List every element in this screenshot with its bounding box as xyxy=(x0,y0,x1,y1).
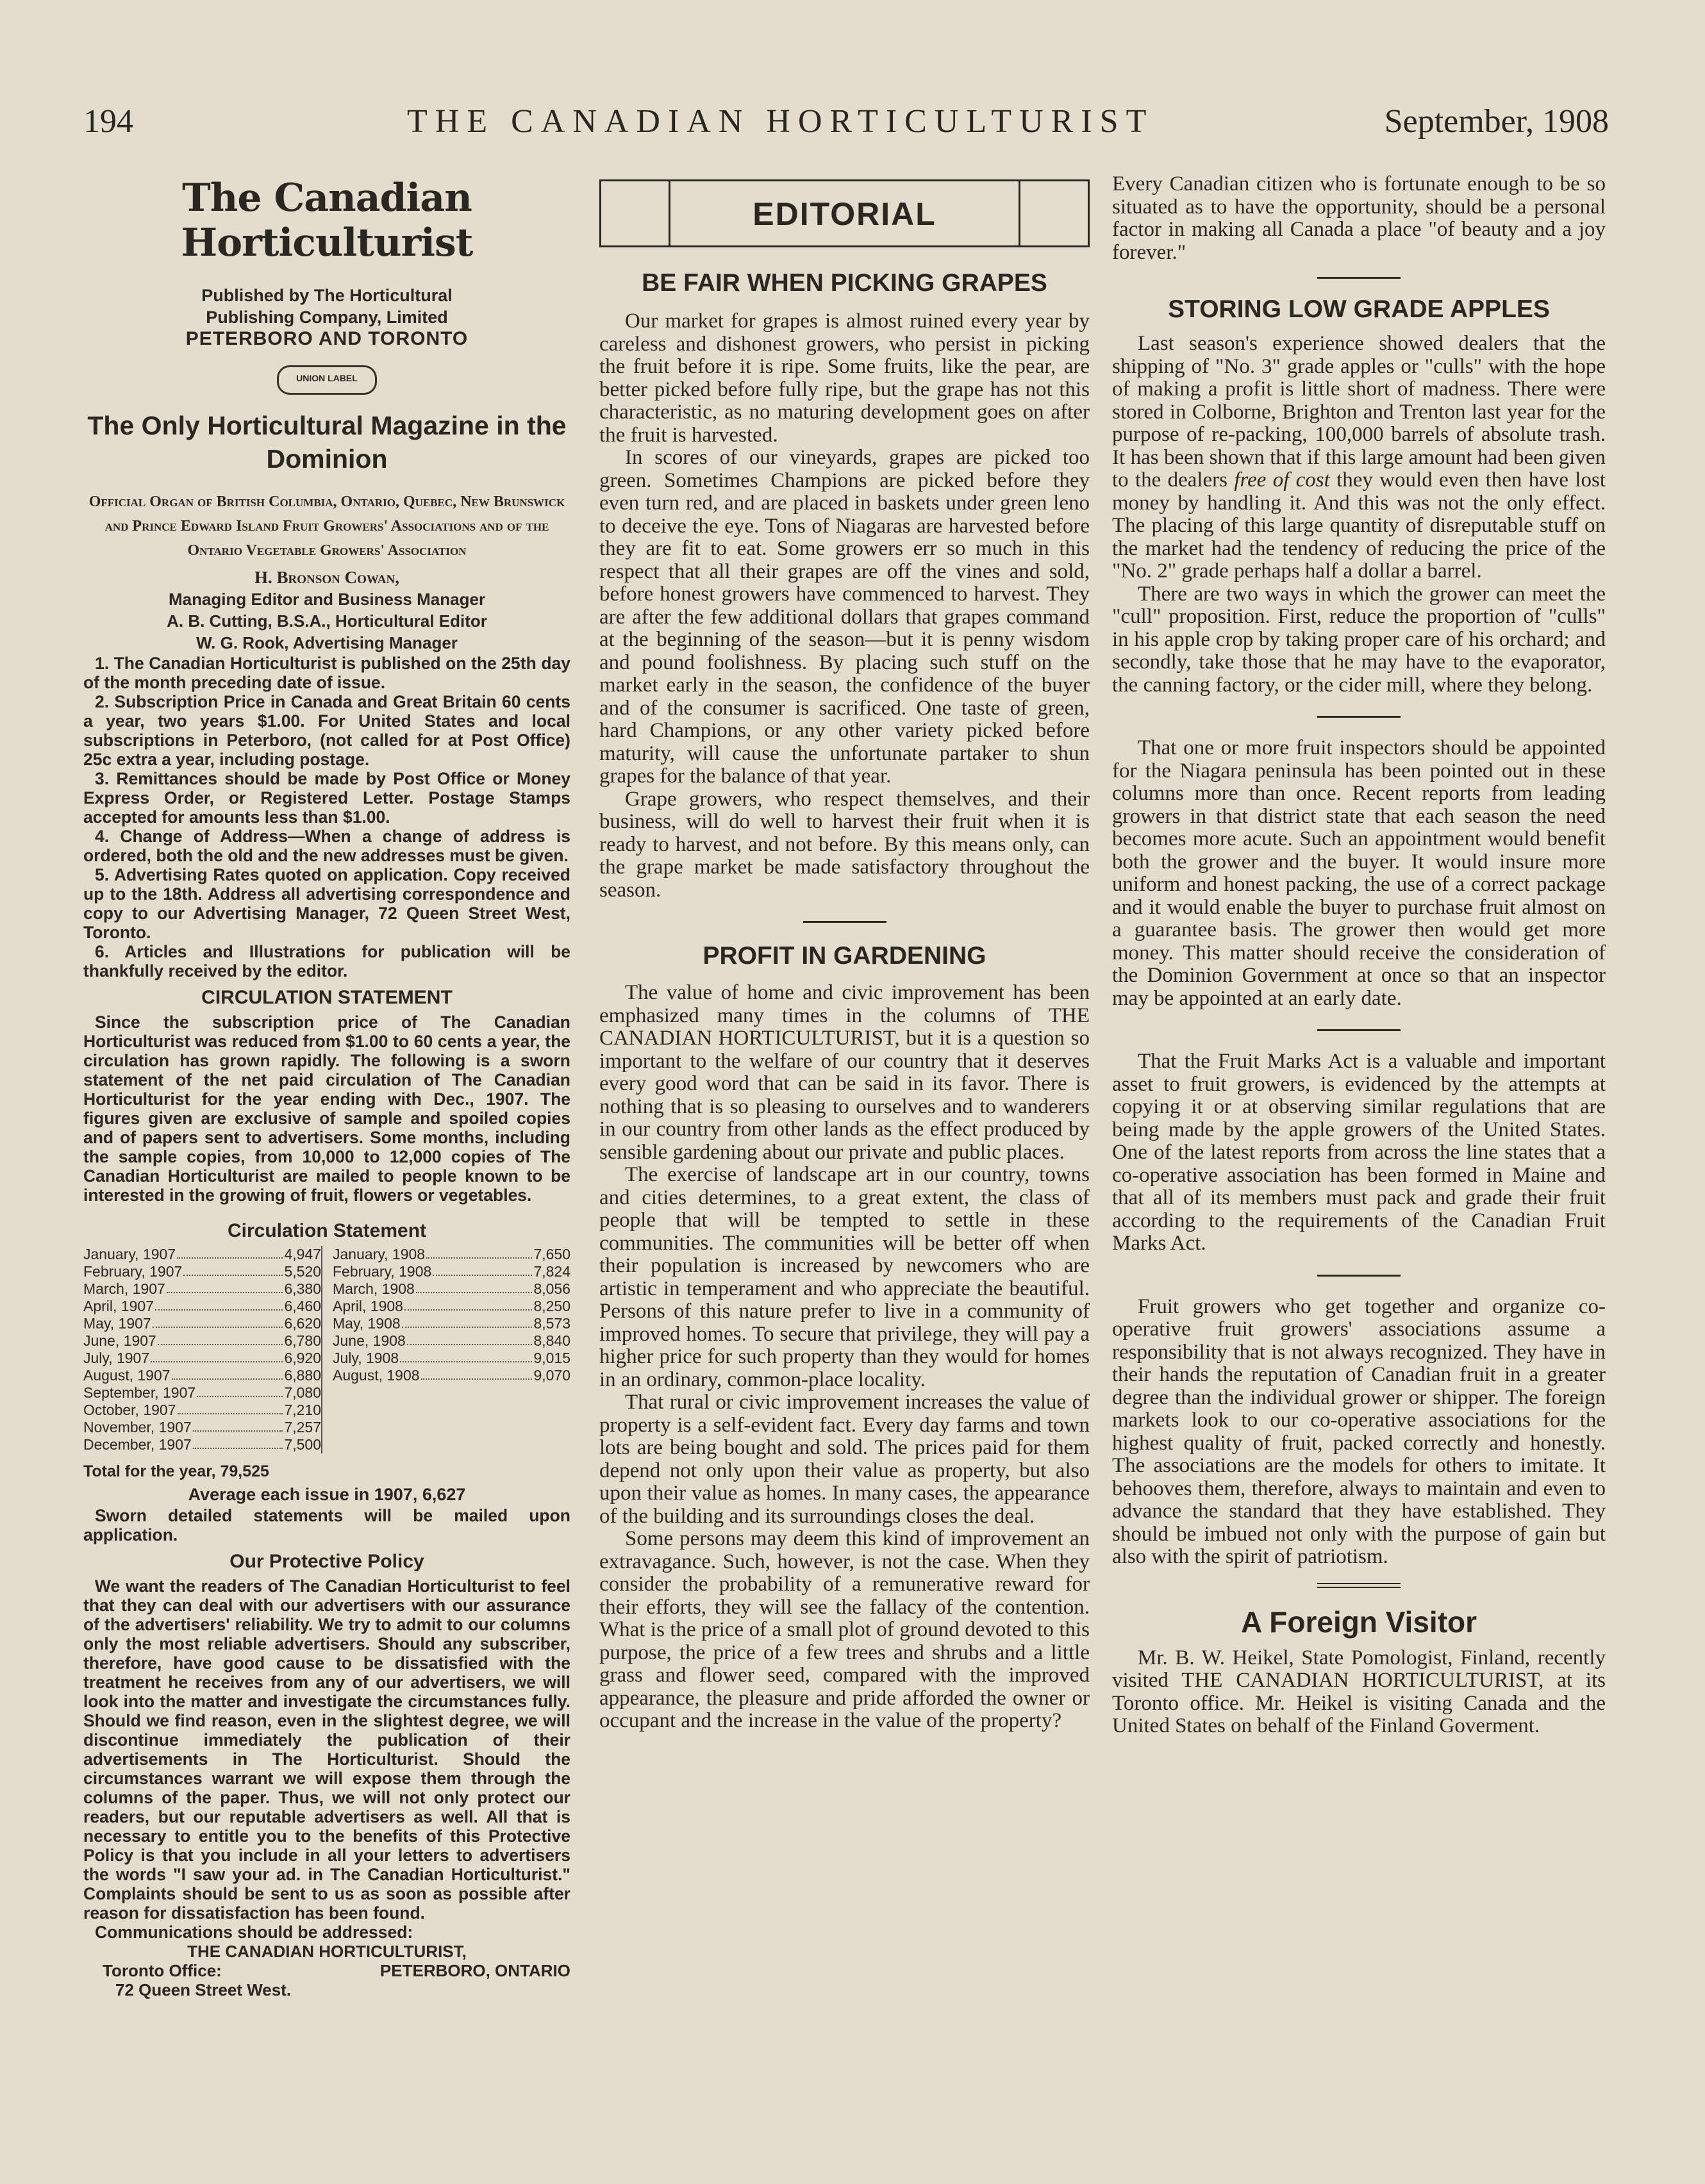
circulation-average: Average each issue in 1907, 6,627 xyxy=(188,1485,466,1504)
address-name: THE CANADIAN HORTICULTURIST, xyxy=(187,1942,467,1961)
page-number: 194 xyxy=(83,103,133,140)
leader-dots xyxy=(400,1350,532,1362)
editorial-column-continued xyxy=(1112,173,1606,2146)
circulation-row xyxy=(83,1263,321,1280)
circulation-month: February, 1908 xyxy=(333,1263,432,1280)
article-paragraph: That the Fruit Marks Act is a valuable and important asset to fruit growers, is evidenced by the attempts at copying it or at observing similar regulations that are being made by the apple growers of the United States. One of the latest reports from across the line states that a co-operative association has been formed in Maine and that all of its members must pack and grade their fruit according to the requirements of the Canadian Fruit Marks Act. xyxy=(1112,1050,1606,1255)
leader-dots xyxy=(172,1367,283,1380)
published-by-line: Publishing Company, Limited xyxy=(206,308,448,327)
circulation-value: 6,380 xyxy=(284,1280,321,1297)
article-paragraph: In scores of our vineyards, grapes are picked too green. Sometimes Champions are picked before they even turn red, and are placed in baskets under green leno to deceive the eye. Tons of Niagaras are harvested before they are fit to eat. Some growers err so much in this respect that all their grapes are off the vines and sold, before honest growers have commenced to harvest. They are after the few additional dollars that grapes command at the beginning of the season—but it is penny wisdom and pound foolishness. By placing such stuff on the market early in the season, the confidence of the buyer and of the consumer is sacrificed. One taste of green, hard Champions, or any other variety picked before maturity, will cause the unfortunate partaker to shun grapes for the balance of that year. xyxy=(599,446,1090,788)
leader-dots xyxy=(177,1246,283,1259)
staff-line: H. Bronson Cowan, xyxy=(254,568,399,587)
circulation-row xyxy=(333,1280,570,1298)
circulation-value: 8,250 xyxy=(533,1298,570,1314)
leader-dots xyxy=(404,1298,532,1311)
peterboro-address: PETERBORO, ONTARIO xyxy=(379,1961,570,1980)
article-heading: STORING LOW GRADE APPLES xyxy=(1168,295,1550,323)
notice-item: 4. Change of Address—When a change of address is ordered, both the old and the new addresses must be given. xyxy=(83,827,570,865)
leader-dots xyxy=(151,1350,283,1362)
leader-dots xyxy=(193,1419,283,1432)
article-heading: A Foreign Visitor xyxy=(1240,1605,1477,1639)
circulation-row xyxy=(83,1402,321,1419)
page-header xyxy=(83,103,1609,154)
circulation-row xyxy=(333,1350,570,1367)
union-label-logo xyxy=(277,365,377,395)
circulation-value: 7,824 xyxy=(533,1263,570,1280)
cities-line: PETERBORO AND TORONTO xyxy=(185,328,469,349)
leader-dots xyxy=(153,1315,283,1328)
circulation-value: 9,015 xyxy=(533,1350,570,1366)
text-run: they would even then have lost money by handling it. And this was not the only effect. The placing of this large quantity of disreputable stuff on the market had the tendency of reducing the price of the "No. 2" grade perhaps half a dollar a barrel. xyxy=(1112,468,1606,583)
circulation-month: June, 1908 xyxy=(333,1332,406,1349)
circulation-row xyxy=(83,1280,321,1298)
article-paragraph: That one or more fruit inspectors should be appointed for the Niagara peninsula has been pointed out in these columns more than once. Recent reports from leading growers in that district state that each season the need becomes more acute. Such an appointment would benefit both the grower and the buyer. It would insure more uniform and honest packing, the use of a correct package and it would enable the buyer to purchase fruit almost on a guarantee basis. The grower then would get more money. This matter should receive the consideration of the Dominion Government at once so that an inspector may be appointed at an early date. xyxy=(1112,736,1606,1010)
leader-dots xyxy=(158,1332,283,1345)
circulation-value: 6,460 xyxy=(284,1298,321,1314)
circulation-month: September, 1907 xyxy=(83,1384,196,1401)
circulation-month: April, 1907 xyxy=(83,1298,154,1314)
circulation-value: 6,780 xyxy=(284,1332,321,1349)
masthead: THE CANADIAN HORTICULTURIST xyxy=(407,103,1154,140)
leader-dots xyxy=(167,1280,283,1293)
staff-line: W. G. Rook, Advertising Manager xyxy=(196,633,458,652)
publication-title: The Canadian Horticulturist xyxy=(181,176,473,265)
circulation-row xyxy=(83,1298,321,1315)
circulation-row xyxy=(83,1367,321,1384)
published-by-line: Published by The Horticultural xyxy=(201,286,453,305)
sworn-statement: Sworn detailed statements will be mailed upon application. xyxy=(83,1506,570,1544)
emphasis-text: free of cost xyxy=(1234,468,1330,492)
circulation-month: January, 1907 xyxy=(83,1246,176,1262)
article-paragraph xyxy=(1112,333,1606,583)
logo-text: UNION LABEL xyxy=(296,373,358,383)
article-paragraph: Grape growers, who respect themselves, and their business, will do well to harvest their fruit when it is ready to harvest, and not before. By this means only, can the grape market be made satisfactory throughout the season. xyxy=(599,787,1090,902)
article-paragraph: The value of home and civic improvement has been emphasized many times in the columns of THE CANADIAN HORTICULTURIST, but it is a question so important to the welfare of our country that it deserves every good word that can be said in its favor. There is nothing that is so pleasing to ourselves and to wanderers in our country from other lands as the effect produced by sensible gardening about our private and public places. xyxy=(599,981,1090,1164)
circulation-value: 4,947 xyxy=(284,1246,321,1262)
article-paragraph: There are two ways in which the grower can meet the "cull" proposition. First, reduce the proportion of "culls" in his apple crop by taking proper care of his orchard; and secondly, take those that he may have to the evaporator, the canning factory, or the cider mill, where they belong. xyxy=(1112,582,1606,697)
article-paragraph: Every Canadian citizen who is fortunate enough to be so situated as to have the opportunity, should be a personal factor in making all Canada a place "of beauty and a joy forever." xyxy=(1112,172,1606,264)
notice-item: 2. Subscription Price in Canada and Great Britain 60 cents a year, two years $1.00. For United States and local subscriptions in Peterboro, (not called for at Post Office) 25c extra a year, including postage. xyxy=(83,692,570,769)
circulation-value: 8,056 xyxy=(533,1280,570,1297)
leader-dots xyxy=(433,1263,532,1276)
article-paragraph: That rural or civic improvement increases the value of property is a self-evident fact. Every day farms and town lots are being bought and sold. The prices paid for them depend not only upon their value as property, but also upon their value as homes. In many cases, the appearance of the building and its surroundings closes the deal. xyxy=(599,1391,1090,1528)
circulation-row xyxy=(83,1384,321,1402)
leader-dots xyxy=(407,1332,533,1345)
section-divider xyxy=(1317,1583,1401,1588)
editorial-column xyxy=(599,173,1090,2146)
circulation-row xyxy=(83,1332,321,1350)
circulation-row xyxy=(83,1436,321,1453)
notice-item: 6. Articles and Illustrations for publication will be thankfully received by the editor. xyxy=(83,942,570,980)
communications-line: Communications should be addressed: xyxy=(95,1923,413,1942)
section-divider xyxy=(803,921,886,923)
publisher-column xyxy=(83,173,570,2146)
circulation-month: August, 1908 xyxy=(333,1367,420,1384)
circulation-table-heading: Circulation Statement xyxy=(227,1220,427,1241)
circulation-statement-heading: CIRCULATION STATEMENT xyxy=(201,987,453,1008)
circulation-table xyxy=(83,1246,570,1453)
toronto-office-label: Toronto Office: xyxy=(103,1961,222,1980)
circulation-row xyxy=(83,1350,321,1367)
circulation-value: 7,257 xyxy=(284,1419,321,1435)
circulation-month: October, 1907 xyxy=(83,1402,176,1418)
official-organ-text: Official Organ of British Columbia, Ontario, Quebec, New Brunswick and Prince Edward Island Fruit Growers' Associations and of the Ontario Vegetable Growers' Association xyxy=(88,493,565,559)
section-divider xyxy=(1317,716,1401,718)
notice-item: 1. The Canadian Horticulturist is published on the 25th day of the month preceding date of issue. xyxy=(83,654,570,692)
circulation-value: 7,210 xyxy=(284,1402,321,1418)
circulation-value: 5,520 xyxy=(284,1263,321,1280)
article-heading: PROFIT IN GARDENING xyxy=(703,942,986,970)
circulation-month: March, 1907 xyxy=(83,1280,165,1297)
circulation-value: 9,070 xyxy=(533,1367,570,1384)
section-divider xyxy=(1317,277,1401,279)
circulation-month: July, 1908 xyxy=(333,1350,399,1366)
circulation-month: November, 1907 xyxy=(83,1419,192,1435)
section-divider xyxy=(1317,1275,1401,1277)
article-paragraph: The exercise of landscape art in our country, towns and cities determines, to a great extent, the class of people that will be tempted to settle in these communities. The communities will be better off when their population is increased by newcomers who are artistic in temperament and who appreciate the beautiful. Persons of this nature prefer to live in a community of improved homes. To secure that privilege, they will pay a higher price for such property than they would for homes in an ordinary, common-place locality. xyxy=(599,1163,1090,1391)
leader-dots xyxy=(416,1280,533,1293)
circulation-month: May, 1907 xyxy=(83,1315,151,1332)
circulation-value: 8,840 xyxy=(533,1332,570,1349)
circulation-month: August, 1907 xyxy=(83,1367,170,1384)
street-address: 72 Queen Street West. xyxy=(115,1980,292,1999)
leader-dots xyxy=(426,1246,532,1259)
circulation-row xyxy=(333,1315,570,1332)
article-paragraph: Mr. B. W. Heikel, State Pomologist, Finland, recently visited THE CANADIAN HORTICULTURIST, at its Toronto office. Mr. Heikel is visiting Canada and the United States on behalf of the Finland Goverment. xyxy=(1112,1646,1606,1737)
staff-line: A. B. Cutting, B.S.A., Horticultural Editor xyxy=(167,611,487,631)
circulation-total: Total for the year, 79,525 xyxy=(83,1462,269,1480)
circulation-row xyxy=(333,1332,570,1350)
circulation-row xyxy=(83,1246,321,1263)
article-paragraph: Fruit growers who get together and organize co-operative fruit growers' associations assume a responsibility that is not always recognized. They have in their hands the reputation of Canadian fruit in a greater degree than the individual grower or shipper. The foreign markets look to our co-operative associations for the highest quality of fruit, packed correctly and honestly. The associations are the models for others to imitate. It behooves them, therefore, always to maintain and even to advance the standard that they have established. They should be imbued not only with the purpose of gain but also with the spirit of patriotism. xyxy=(1112,1295,1606,1568)
leader-dots xyxy=(155,1298,283,1311)
staff-list xyxy=(83,567,570,654)
circulation-month: February, 1907 xyxy=(83,1263,183,1280)
circulation-month: April, 1908 xyxy=(333,1298,403,1314)
address-line xyxy=(83,1961,570,1980)
circulation-row xyxy=(333,1298,570,1315)
leader-dots xyxy=(183,1263,283,1276)
circulation-value: 7,080 xyxy=(284,1384,321,1401)
leader-dots xyxy=(197,1384,283,1397)
circulation-month: July, 1907 xyxy=(83,1350,150,1366)
circulation-1907 xyxy=(83,1246,321,1453)
policy-text: We want the readers of The Canadian Horticulturist to feel that they can deal with our advertisers with our assurance of the advertisers' reliability. We try to admit to our columns only the most reliable advertisers. Should any subscriber, therefore, have good cause to be dissatisfied with the treatment he receives from any of our advertisers, we will look into the matter and investigate the circumstances fully. Should we find reason, even in the slightest degree, we will discontinue immediately the publication of their advertisements in The Horticulturist. Should the circumstances warrant we will expose them through the columns of the paper. Thus, we will not only protect our readers, but our reputable advertisers as well. All that is necessary to entitle you to the benefits of this Protective Policy is that you include in all your letters to advertisers the words "I saw your ad. in The Canadian Horticulturist." Complaints should be sent to us as soon as possible after reason for dissatisfaction has been found. xyxy=(83,1576,570,1923)
circulation-month: May, 1908 xyxy=(333,1315,401,1332)
issue-date: September, 1908 xyxy=(1384,103,1609,140)
article-paragraph: Some persons may deem this kind of improvement an extravagance. Such, however, is not the case. When they consider the probability of a remunerative reward for their efforts, they will see the fallacy of the contention. What is the price of a small plot of ground devoted to this purpose, the price of a few trees and shrubs and a little grass and flower seed, compared with the improved appearance, the pleasure and pride afforded the owner or occupant and the increase in the value of the property? xyxy=(599,1527,1090,1732)
circulation-month: December, 1907 xyxy=(83,1436,192,1453)
magazine-tagline: The Only Horticultural Magazine in the Dominion xyxy=(87,411,567,474)
circulation-value: 6,880 xyxy=(284,1367,321,1384)
circulation-row xyxy=(83,1315,321,1332)
article-paragraph: Our market for grapes is almost ruined every year by careless and dishonest growers, who persist in picking the fruit before it is ripe. Some fruits, like the pear, are better picked before fully ripe, but the grape has not this characteristic, as no maturing development goes on after the fruit is harvested. xyxy=(599,310,1090,447)
editorial-label: EDITORIAL xyxy=(753,196,936,232)
staff-line: Managing Editor and Business Manager xyxy=(168,590,486,609)
circulation-1908 xyxy=(321,1246,570,1453)
circulation-row xyxy=(333,1263,570,1280)
notice-item: 5. Advertising Rates quoted on application. Copy received up to the 18th. Address all advertising correspondence and copy to our Advertising Manager, 72 Queen Street West, Toronto. xyxy=(83,865,570,942)
circulation-value: 6,620 xyxy=(284,1315,321,1332)
circulation-month: January, 1908 xyxy=(333,1246,426,1262)
leader-dots xyxy=(402,1315,533,1328)
circulation-month: June, 1907 xyxy=(83,1332,156,1349)
circulation-value: 8,573 xyxy=(533,1315,570,1332)
circulation-value: 7,650 xyxy=(533,1246,570,1262)
leader-dots xyxy=(193,1436,283,1449)
circulation-row xyxy=(333,1246,570,1263)
text-run: Last season's experience showed dealers that the shipping of "No. 3" grade apples or "culls" with the hope of making a profit is little short of madness. There were stored in Colborne, Brighton and Trenton last year for the purpose of re-packing, 100,000 barrels of absolute trash. It has been shown that if this large amount had been given to the dealers xyxy=(1112,332,1606,492)
circulation-month: March, 1908 xyxy=(333,1280,415,1297)
notice-item: 3. Remittances should be made by Post Office or Money Express Order, or Registered Letter. Postage Stamps accepted for amounts less than $1.00. xyxy=(83,769,570,827)
section-divider xyxy=(1317,1029,1401,1031)
policy-heading: Our Protective Policy xyxy=(229,1551,424,1572)
circulation-statement-text: Since the subscription price of The Canadian Horticulturist was reduced from $1.00 to 60 cents a year, the circulation has grown rapidly. The following is a sworn statement of the net paid circulation of The Canadian Horticulturist for the year ending with Dec., 1907. The figures given are exclusive of sample and spoiled copies and of papers sent to advertisers. Some months, including the sample copies, from 10,000 to 12,000 copies of The Canadian Horticulturist are mailed to people known to be interested in the growing of fruit, flowers or vegetables. xyxy=(83,1013,570,1205)
leader-dots xyxy=(421,1367,533,1380)
circulation-value: 6,920 xyxy=(284,1350,321,1366)
circulation-row xyxy=(333,1367,570,1384)
circulation-row xyxy=(83,1419,321,1436)
editorial-banner xyxy=(599,179,1090,247)
leader-dots xyxy=(178,1402,283,1414)
circulation-value: 7,500 xyxy=(284,1436,321,1453)
article-heading: BE FAIR WHEN PICKING GRAPES xyxy=(642,269,1047,297)
